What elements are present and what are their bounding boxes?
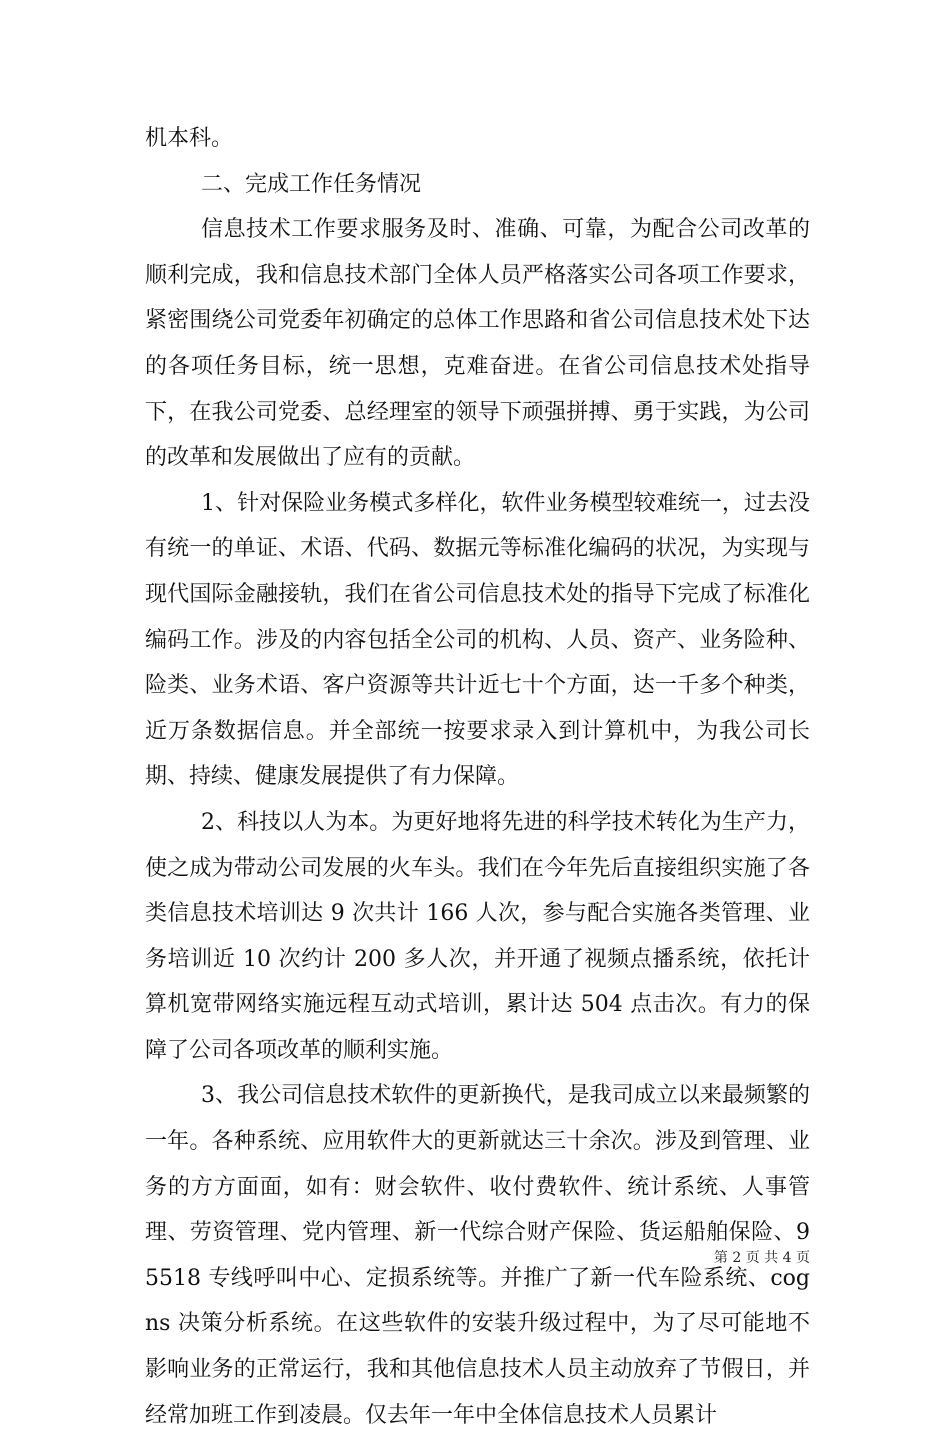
paragraph-item-2: 2、科技以人为本。为更好地将先进的科学技术转化为生产力，使之成为带动公司发展的火车头。我们在今年先后直接组织实施了各类信息技术培训达 9 次共计 166 人次，参与配合实施各类管理、业务培训近 10 次约计 200 多人次，并开通了视频点播系统，依托计算机宽带网络实施远程互动式培训，累计达 504 点击次。有力的保障了公司各项改革的顺利实施。 xyxy=(145,809,810,1063)
document-body xyxy=(145,116,810,1438)
page-number-footer: 第 2 页 共 4 页 xyxy=(713,1250,810,1266)
paragraph-intro: 信息技术工作要求服务及时、准确、可靠，为配合公司改革的顺利完成，我和信息技术部门全体人员严格落实公司各项工作要求，紧密围绕公司党委年初确定的总体工作思路和省公司信息技术处下达的各项任务目标，统一思想，克难奋进。在省公司信息技术处指导下，在我公司党委、总经理室的领导下顽强拼搏、勇于实践，为公司的改革和发展做出了应有的贡献。 xyxy=(145,217,810,471)
paragraph-continuation: 机本科。 xyxy=(145,126,234,151)
paragraph-item-1: 1、针对保险业务模式多样化，软件业务模型较难统一，过去没有统一的单证、术语、代码、数据元等标准化编码的状况，为实现与现代国际金融接轨，我们在省公司信息技术处的指导下完成了标准化编码工作。涉及的内容包括全公司的机构、人员、资产、业务险种、险类、业务术语、客户资源等共计近七十个方面，达一千多个种类，近万条数据信息。并全部统一按要求录入到计算机中，为我公司长期、持续、健康发展提供了有力保障。 xyxy=(145,490,810,790)
section-heading: 二、完成工作任务情况 xyxy=(201,171,422,197)
paragraph-item-3: 3、我公司信息技术软件的更新换代，是我司成立以来最频繁的一年。各种系统、应用软件大的更新就达三十余次。涉及到管理、业务的方方面面，如有：财会软件、收付费软件、统计系统、人事管理、劳资管理、党内管理、新一代综合财产保险、货运船舶保险、95518 专线呼叫中心、定损系统等。并推广了新一代车险系统、cogns 决策分析系统。在这些软件的安装升级过程中，为了尽可能地不影响业务的正常运行，我和其他信息技术人员主动放弃了节假日，并经常加班工作到凌晨。仅去年一年中全体信息技术人员累计 xyxy=(145,1083,810,1428)
